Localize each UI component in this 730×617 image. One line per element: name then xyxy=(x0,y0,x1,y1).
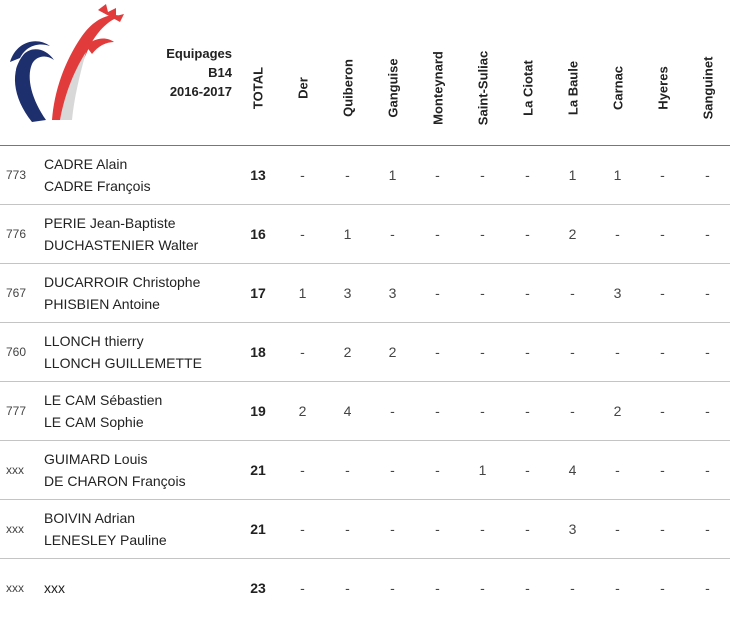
venue-header xyxy=(370,0,415,145)
venue-score: 1 xyxy=(478,461,487,478)
venue-score: - xyxy=(615,225,620,242)
venue-score: 3 xyxy=(613,284,622,301)
header-row xyxy=(0,0,730,145)
venue-score: - xyxy=(525,461,530,478)
crew-names xyxy=(44,145,236,204)
venue-score: 3 xyxy=(388,284,397,301)
total-score: 13 xyxy=(250,166,266,183)
venue-score: - xyxy=(435,579,440,596)
total-score: 19 xyxy=(250,402,266,419)
venue-score: - xyxy=(705,520,710,537)
venue-score: 1 xyxy=(613,166,622,183)
venue-label: Ganguise xyxy=(385,58,400,118)
venue-label: Carnac xyxy=(610,65,625,111)
venue-header xyxy=(325,0,370,145)
venue-score: - xyxy=(570,284,575,301)
venue-score: - xyxy=(435,225,440,242)
venue-score: - xyxy=(660,343,665,360)
crew-names xyxy=(44,440,236,499)
venue-score: - xyxy=(390,461,395,478)
venue-score: - xyxy=(300,225,305,242)
venue-score: - xyxy=(345,461,350,478)
total-header xyxy=(236,0,280,145)
crew-member: LENESLEY Pauline xyxy=(44,531,167,548)
table-row xyxy=(0,499,730,558)
title-line: B14 xyxy=(208,65,232,80)
venue-header xyxy=(460,0,505,145)
venue-score: - xyxy=(480,402,485,419)
venue-label: Quiberon xyxy=(340,59,355,117)
venue-score: - xyxy=(660,402,665,419)
venue-score: - xyxy=(660,225,665,242)
venue-score: - xyxy=(615,520,620,537)
sail-number: 760 xyxy=(6,344,27,359)
table-row xyxy=(0,145,730,204)
crew-member: DE CHARON François xyxy=(44,472,186,489)
venue-score: 1 xyxy=(343,225,352,242)
venue-score: 4 xyxy=(568,461,577,478)
crew-names xyxy=(44,204,236,263)
venue-score: - xyxy=(660,579,665,596)
venue-score: - xyxy=(390,402,395,419)
venue-score: - xyxy=(660,166,665,183)
crew-names xyxy=(44,499,236,558)
venue-score: - xyxy=(525,402,530,419)
venue-score: - xyxy=(345,520,350,537)
crew-member: LE CAM Sébastien xyxy=(44,391,163,408)
venue-score: - xyxy=(525,343,530,360)
standings-body xyxy=(0,145,730,617)
venue-score: - xyxy=(435,461,440,478)
venue-score: - xyxy=(705,461,710,478)
venue-score: 3 xyxy=(343,284,352,301)
total-score: 16 xyxy=(250,225,266,242)
venue-label: La Ciotat xyxy=(520,60,535,116)
venue-score: - xyxy=(300,166,305,183)
venue-score: - xyxy=(345,166,350,183)
logo-cell xyxy=(0,0,44,145)
venue-score: - xyxy=(660,520,665,537)
venue-label: Hyeres xyxy=(655,66,670,110)
sail-number: 776 xyxy=(6,226,27,241)
sail-number: 767 xyxy=(6,285,27,300)
venue-score: - xyxy=(570,402,575,419)
venue-score: - xyxy=(435,166,440,183)
crew-names xyxy=(44,322,236,381)
venue-score: - xyxy=(480,343,485,360)
venue-score: 2 xyxy=(613,402,622,419)
crew-member: LE CAM Sophie xyxy=(44,413,144,430)
venue-score: - xyxy=(615,343,620,360)
table-row xyxy=(0,381,730,440)
venue-score: - xyxy=(345,579,350,596)
sail-number: 773 xyxy=(6,167,27,182)
venue-score: - xyxy=(435,520,440,537)
sail-number: 777 xyxy=(6,403,27,418)
venue-score: - xyxy=(390,225,395,242)
venue-header xyxy=(595,0,640,145)
venue-score: - xyxy=(570,343,575,360)
venue-header xyxy=(415,0,460,145)
venue-score: - xyxy=(525,284,530,301)
total-label: TOTAL xyxy=(250,66,266,110)
venue-score: - xyxy=(480,284,485,301)
venue-score: - xyxy=(570,579,575,596)
venue-score: - xyxy=(525,520,530,537)
venue-score: - xyxy=(615,461,620,478)
venue-score: 1 xyxy=(298,284,307,301)
total-score: 21 xyxy=(250,520,266,537)
venue-score: - xyxy=(705,166,710,183)
title-line: 2016-2017 xyxy=(169,84,232,99)
venue-score: - xyxy=(705,343,710,360)
venue-score: - xyxy=(300,579,305,596)
venue-score: 2 xyxy=(298,402,307,419)
venue-label: Saint-Suliac xyxy=(475,50,490,126)
venue-score: - xyxy=(435,402,440,419)
venue-score: 1 xyxy=(388,166,397,183)
crew-member: xxx xyxy=(44,579,65,596)
table-row xyxy=(0,558,730,617)
crew-member: CADRE François xyxy=(44,177,151,194)
venue-score: - xyxy=(435,343,440,360)
table-row xyxy=(0,263,730,322)
venue-score: - xyxy=(705,579,710,596)
crew-member: BOIVIN Adrian xyxy=(44,509,136,526)
venue-score: - xyxy=(705,225,710,242)
venue-label: Monteynard xyxy=(430,51,445,125)
venue-score: - xyxy=(705,402,710,419)
title-line: Equipages xyxy=(166,46,232,61)
venue-score: - xyxy=(525,579,530,596)
venue-score: 4 xyxy=(343,402,352,419)
table-row xyxy=(0,440,730,499)
rooster-logo-icon xyxy=(2,2,142,142)
crew-names xyxy=(44,381,236,440)
venue-score: - xyxy=(390,520,395,537)
venue-score: - xyxy=(300,520,305,537)
venue-label: Der xyxy=(295,77,310,99)
total-score: 21 xyxy=(250,461,266,478)
venue-header xyxy=(505,0,550,145)
venue-score: 3 xyxy=(568,520,577,537)
venue-score: - xyxy=(660,461,665,478)
venue-score: - xyxy=(480,225,485,242)
venue-score: - xyxy=(480,579,485,596)
total-score: 17 xyxy=(250,284,266,301)
venue-header xyxy=(685,0,730,145)
total-score: 18 xyxy=(250,343,266,360)
venue-score: - xyxy=(480,520,485,537)
venue-score: 2 xyxy=(343,343,352,360)
venue-label: La Baule xyxy=(565,60,580,116)
crew-names xyxy=(44,263,236,322)
venue-score: - xyxy=(390,579,395,596)
sail-number: xxx xyxy=(6,462,24,477)
venue-score: - xyxy=(435,284,440,301)
crew-member: DUCARROIR Christophe xyxy=(44,273,201,290)
venue-score: - xyxy=(660,284,665,301)
crew-member: PERIE Jean-Baptiste xyxy=(44,214,176,231)
venue-score: - xyxy=(480,166,485,183)
crew-member: PHISBIEN Antoine xyxy=(44,295,160,312)
venue-header xyxy=(280,0,325,145)
venue-score: 2 xyxy=(568,225,577,242)
sail-number: xxx xyxy=(6,580,24,595)
crew-member: CADRE Alain xyxy=(44,155,128,172)
crew-member: GUIMARD Louis xyxy=(44,450,148,467)
crew-member: LLONCH GUILLEMETTE xyxy=(44,354,202,371)
venue-label: Sanguinet xyxy=(700,56,715,120)
venue-header xyxy=(550,0,595,145)
venue-score: - xyxy=(525,225,530,242)
crew-member: DUCHASTENIER Walter xyxy=(44,236,199,253)
venue-score: - xyxy=(300,343,305,360)
table-row xyxy=(0,322,730,381)
total-score: 23 xyxy=(250,579,266,596)
crew-names xyxy=(44,558,236,617)
table-row xyxy=(0,204,730,263)
venue-header xyxy=(640,0,685,145)
sail-number: xxx xyxy=(6,521,24,536)
venue-score: 1 xyxy=(568,166,577,183)
venue-score: - xyxy=(705,284,710,301)
venue-score: 2 xyxy=(388,343,397,360)
crew-member: LLONCH thierry xyxy=(44,332,144,349)
venue-score: - xyxy=(300,461,305,478)
venue-score: - xyxy=(615,579,620,596)
venue-score: - xyxy=(525,166,530,183)
